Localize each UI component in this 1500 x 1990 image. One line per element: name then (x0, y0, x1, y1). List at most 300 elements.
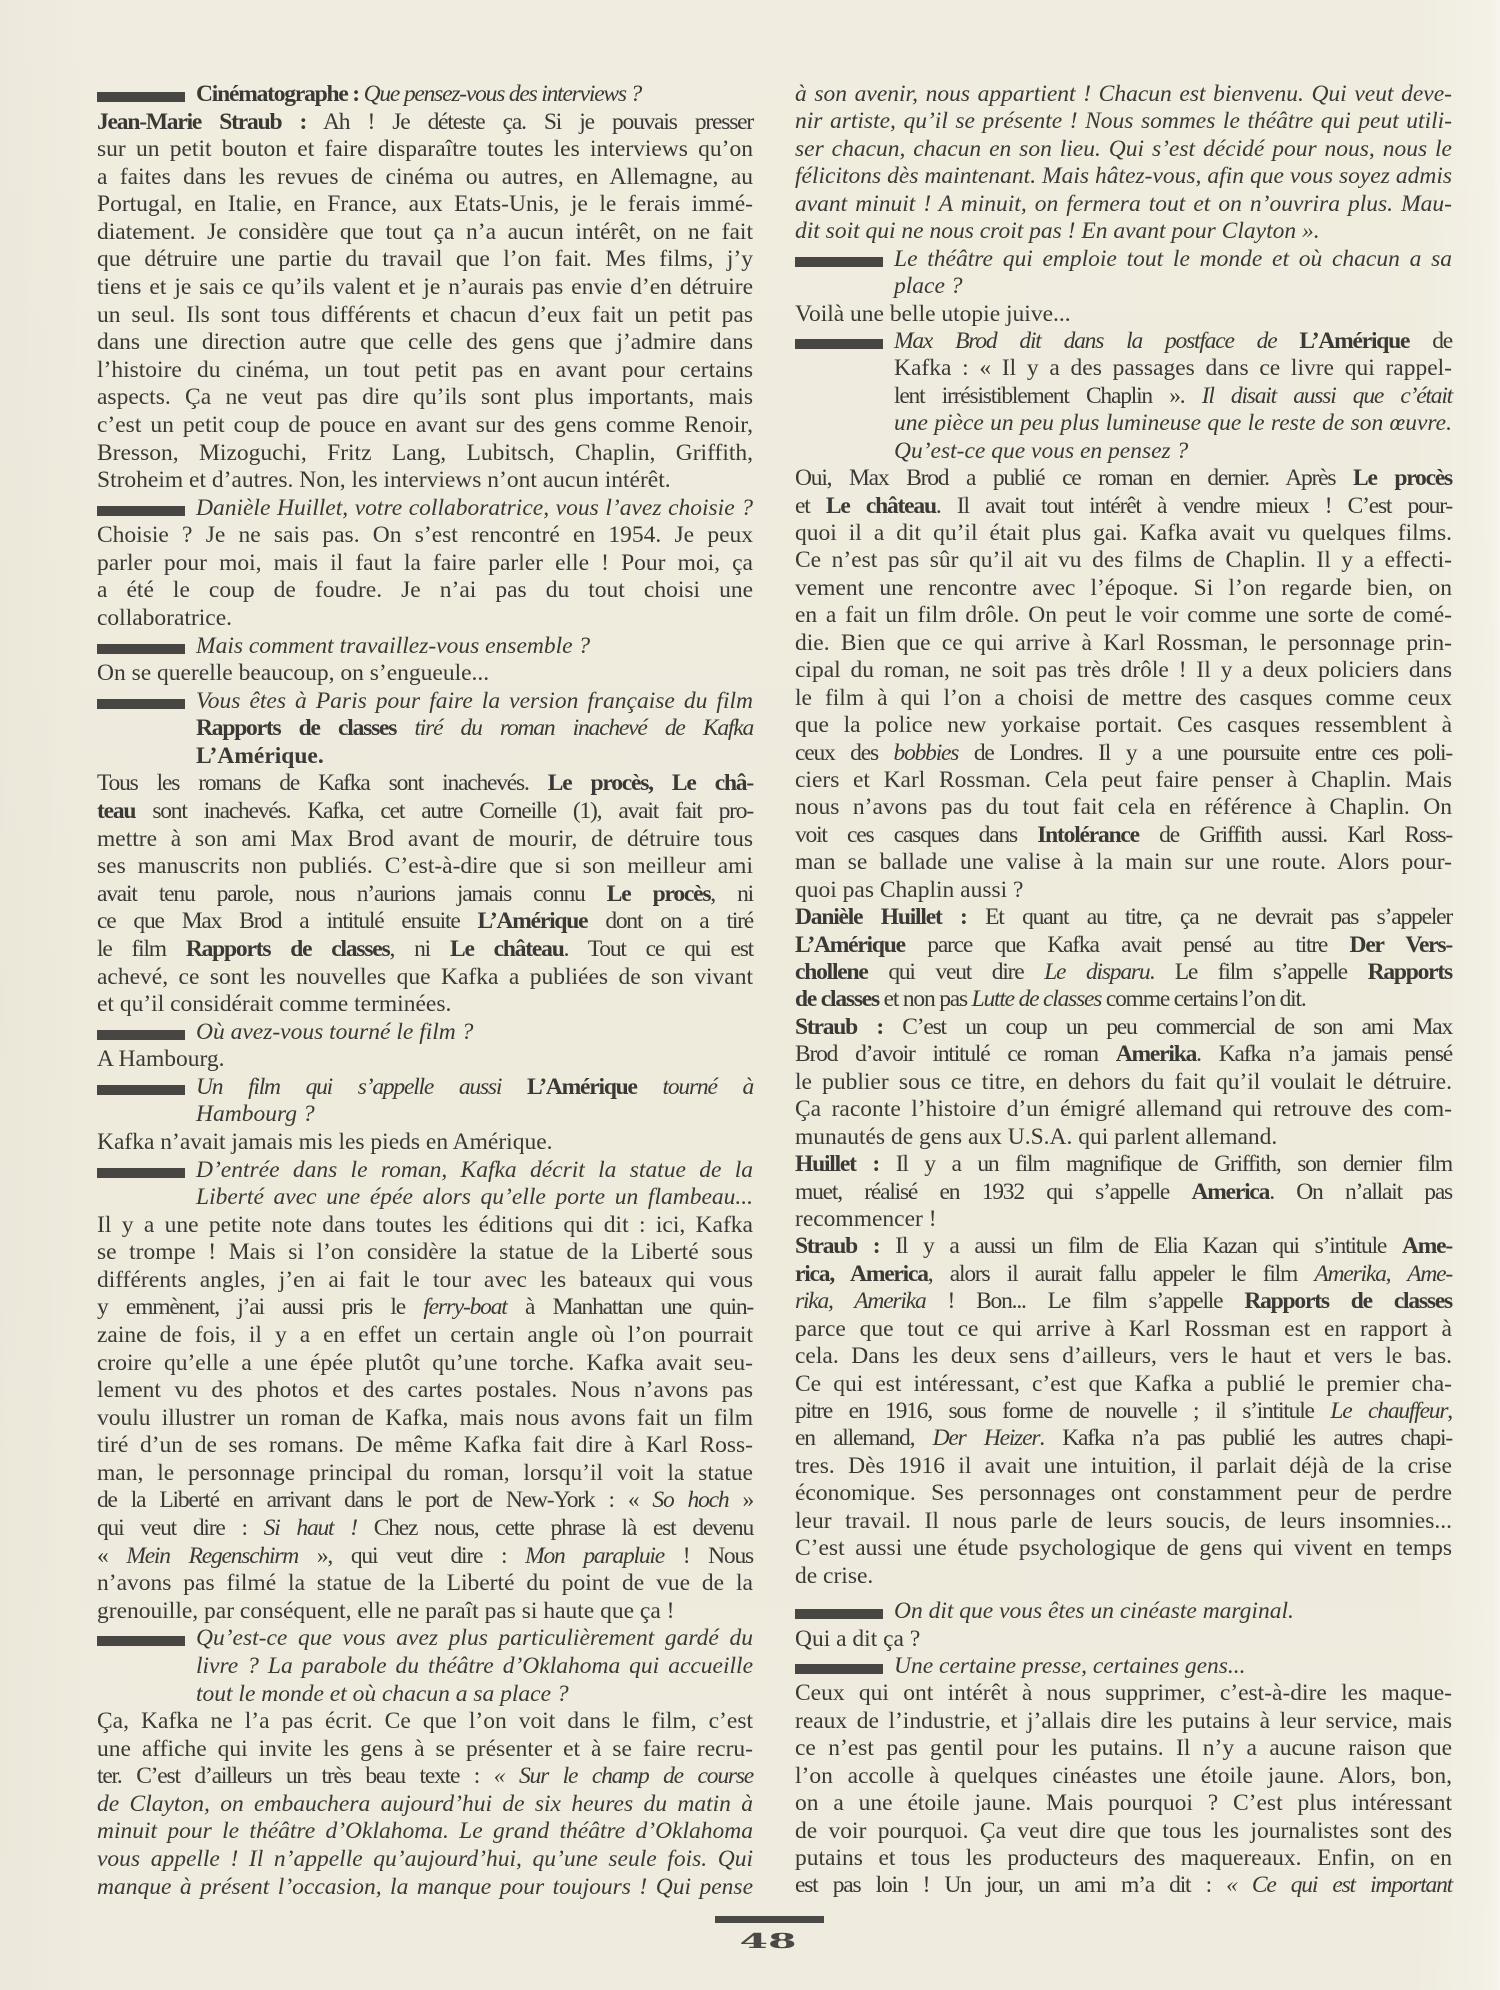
text-line (97, 1046, 753, 1074)
text-line (97, 1019, 753, 1047)
line-text (795, 1041, 1452, 1067)
text-run: et qu’il considérait comme terminées. (97, 991, 452, 1018)
text-line (795, 1343, 1452, 1370)
text-line (795, 1288, 1452, 1315)
interview-answer (97, 1129, 753, 1157)
bold-text: teau (97, 798, 136, 825)
text-run: Ceux qui ont intérêt à nous supprimer, c’est-à-dire les maque- (795, 1680, 1452, 1707)
italic-text: Il disait aussi que c’était (1201, 382, 1452, 409)
text-run: et non pas (878, 986, 972, 1013)
text-run: quoi il a dit qu’il était plus gai. Kafka avait vu quelques films. (795, 520, 1452, 546)
text-line (795, 410, 1452, 437)
line-text (795, 1508, 1452, 1534)
italic-text: Mein Regenschirm (126, 1542, 299, 1569)
text-line (97, 798, 753, 826)
text-line (795, 602, 1452, 629)
line-text (97, 274, 753, 300)
line-text (795, 767, 1452, 793)
text-run: a faites dans les revues de cinéma ou autres, en Allemagne, au (97, 163, 753, 190)
interview-question (795, 246, 1452, 301)
line-text (97, 164, 753, 190)
text-run: Qui a dit ça ? (795, 1625, 921, 1652)
interview-answer (795, 1151, 1452, 1233)
text-line (97, 1350, 753, 1378)
line-text (97, 1570, 753, 1596)
line-text (795, 657, 1452, 683)
text-run: ! Nous (663, 1542, 753, 1569)
line-text (795, 1535, 1452, 1561)
text-line (97, 1101, 753, 1129)
text-run: a été le coup de foudre. Je n’ai pas du tout choisi une (97, 577, 753, 604)
interview-question (795, 1598, 1452, 1625)
line-text (196, 1101, 315, 1127)
text-line (795, 712, 1452, 739)
text-line (97, 1625, 753, 1653)
text-line (795, 1398, 1452, 1425)
line-text (795, 191, 1452, 217)
text-line (97, 1405, 753, 1433)
text-run: économique. Ses personnages ont constamment peur de perdre (795, 1480, 1452, 1507)
text-line (97, 329, 753, 357)
text-run: dont on a tiré (587, 908, 754, 935)
line-text (97, 1543, 753, 1569)
italic-text: avant minuit ! A minuit, on fermera tout et on n’ouvrira plus. Mau- (795, 190, 1452, 217)
line-text (795, 1096, 1452, 1122)
line-text (97, 1846, 753, 1872)
bold-text: America (1191, 1178, 1270, 1205)
text-line (97, 1460, 753, 1488)
line-text (196, 1681, 569, 1707)
text-run: le publier sous ce titre, en dehors du fait qu’il voulait le détruire. (795, 1068, 1452, 1095)
text-run: de Griffith aussi. Karl Ross- (1138, 821, 1452, 848)
text-line (795, 1626, 1452, 1653)
text-run: On se querelle beaucoup, on s’engueule... (97, 660, 490, 687)
line-text (795, 959, 1452, 985)
line-text (894, 328, 1452, 354)
line-text (795, 163, 1452, 189)
text-run: dans une direction autre que celle des gens que j’admire dans (97, 329, 753, 356)
text-line (795, 301, 1452, 328)
line-text (795, 575, 1452, 601)
text-line (97, 1791, 753, 1819)
text-run: Oui, Max Brod a publié ce roman en dernier. Après (795, 465, 1353, 492)
line-text (97, 1129, 553, 1155)
bold-text: Le procès (1353, 465, 1452, 492)
interview-question (97, 688, 753, 771)
text-line (97, 1846, 753, 1874)
line-text (97, 1487, 753, 1513)
question-marker-bar (795, 1664, 883, 1674)
text-line (795, 1735, 1452, 1762)
text-run: le film (97, 935, 186, 962)
line-text (97, 1763, 753, 1789)
line-text (795, 1563, 873, 1589)
text-line (795, 1151, 1452, 1178)
interview-question (97, 1625, 753, 1708)
line-text (795, 877, 1023, 903)
question-marker-bar (795, 257, 883, 267)
text-line (795, 191, 1452, 218)
text-line (795, 1041, 1452, 1068)
text-run: tres. Dès 1916 il avait une intuition, il parlait déjà de la crise (795, 1452, 1452, 1479)
text-line (97, 1129, 753, 1157)
text-line (97, 495, 753, 523)
text-line (795, 1233, 1452, 1260)
interview-question (97, 81, 753, 109)
text-line (795, 1845, 1452, 1872)
question-marker-bar (97, 1636, 185, 1646)
text-line (97, 715, 753, 743)
line-text (97, 798, 753, 824)
question-marker-bar (97, 1085, 185, 1095)
text-run: Il y a une petite note dans toutes les éditions qui dit : ici, Kafka (97, 1211, 753, 1238)
text-line (795, 383, 1452, 410)
italic-text: ferry-boat (423, 1294, 507, 1321)
line-text (894, 355, 1452, 381)
italic-text: ser chacun, chacun en son lieu. Qui s’est décidé pour nous, nous le (795, 135, 1452, 162)
line-text (795, 218, 1320, 244)
line-text (894, 273, 963, 299)
bold-text: L’Amérique. (196, 742, 324, 769)
text-line (97, 219, 753, 247)
italic-text: So hoch (652, 1487, 729, 1514)
text-run: Et quant au titre, ça ne devrait pas s’appeler (966, 904, 1453, 931)
interview-answer (97, 109, 753, 495)
text-line (97, 384, 753, 412)
text-run: recommencer ! (795, 1205, 937, 1232)
text-line (97, 1653, 753, 1681)
line-text (795, 1124, 1277, 1150)
italic-text: Une certaine presse, certaines gens... (894, 1652, 1246, 1679)
italic-text: rika, Amerika (795, 1288, 926, 1315)
text-run: Ça, Kafka ne l’a pas écrit. Ce que l’on voit dans le film, c’est (97, 1708, 753, 1735)
text-line (97, 246, 753, 274)
italic-text: livre ? La parabole du théâtre d’Oklahoma qui accueille (196, 1652, 753, 1679)
line-text (97, 1046, 225, 1072)
text-line (97, 1736, 753, 1764)
line-text (97, 1377, 753, 1403)
question-marker-bar (97, 506, 185, 516)
text-line (97, 1763, 753, 1791)
line-text (97, 357, 753, 383)
text-run: et (795, 492, 826, 519)
line-text (795, 136, 1452, 162)
bold-text: Rapports de classes (185, 935, 390, 962)
line-text (196, 1074, 753, 1100)
text-line (795, 1069, 1452, 1096)
line-text (97, 1515, 753, 1541)
text-run: est pas loin ! Un jour, un ami m’a dit : (795, 1872, 1227, 1899)
line-text (97, 1708, 753, 1734)
interview-answer (795, 1680, 1452, 1900)
interview-question (97, 1019, 753, 1047)
line-text (97, 219, 753, 245)
bold-text: Danièle Huillet : (795, 904, 967, 931)
text-line (795, 246, 1452, 273)
text-line (795, 657, 1452, 684)
text-line (97, 467, 753, 495)
italic-text: tout le monde et où chacun a sa place ? (196, 1680, 569, 1707)
line-text (795, 1735, 1452, 1761)
italic-text: Liberté avec une épée alors qu’elle porte un flambeau... (196, 1184, 753, 1211)
text-line (795, 1872, 1452, 1899)
text-line (97, 1598, 753, 1626)
text-line (97, 1294, 753, 1322)
interview-question (97, 1074, 753, 1129)
text-run: c’est un petit coup de pouce en avant sur des gens comme Renoir, (97, 411, 753, 438)
line-text (795, 1261, 1452, 1287)
text-line (97, 1570, 753, 1598)
bold-text: Intolérance (1037, 821, 1139, 848)
question-marker-bar (97, 699, 185, 709)
line-text (894, 410, 1452, 436)
italic-text: Mon parapluie (525, 1542, 664, 1569)
text-run: achevé, ce sont les nouvelles que Kafka a publiées de son vivant (97, 963, 753, 990)
line-text (795, 1872, 1452, 1898)
bold-text: Le procès (606, 880, 711, 907)
question-marker-bar (97, 644, 185, 654)
interview-answer (97, 522, 753, 632)
text-run: Il y a un film magnifique de Griffith, son dernier film (879, 1151, 1453, 1178)
line-text (795, 1453, 1452, 1479)
line-text (97, 1212, 753, 1238)
text-line (97, 1212, 753, 1240)
right-column (795, 81, 1452, 1900)
text-run: ses manuscrits non publiés. C’est-à-dire que si son meilleur ami (97, 853, 753, 880)
line-text (894, 383, 1452, 409)
text-line (795, 1818, 1452, 1845)
text-run: en a fait un film drôle. On peut le voir comme une sorte de comé- (795, 602, 1452, 629)
text-line (97, 1184, 753, 1212)
text-run: . Tout ce qui est (563, 935, 753, 962)
interview-answer (97, 1708, 753, 1901)
interview-question (97, 495, 753, 523)
line-text (894, 1598, 1294, 1624)
text-run: parler pour moi, mais il faut la faire parler elle ! Pour moi, ça (97, 549, 753, 576)
line-text (97, 881, 753, 907)
text-line (795, 1371, 1452, 1398)
italic-text: Mais comment travaillez-vous ensemble ? (196, 632, 591, 659)
text-line (795, 493, 1452, 520)
line-text (97, 550, 753, 576)
line-text (97, 853, 753, 879)
bold-text: L’Amérique (526, 1073, 637, 1100)
text-run: ciers et Karl Rossman. Cela peut faire penser à Chaplin. Mais (795, 766, 1452, 793)
page-number-rule (715, 1916, 824, 1923)
text-line (97, 881, 753, 909)
italic-text: Lutte de classes (971, 986, 1102, 1013)
text-run: die. Bien que ce qui arrive à Karl Rossman, le personnage prin- (795, 629, 1452, 656)
line-text (795, 849, 1452, 875)
text-run: . Il avait tout intérêt à vendre mieux ! C’est pour- (935, 492, 1452, 519)
text-line (97, 81, 753, 109)
line-text (795, 712, 1452, 738)
text-run: C’est aussi une étude psychologique de gens qui vivent en temps (795, 1535, 1452, 1562)
line-text (97, 246, 753, 272)
text-line (795, 822, 1452, 849)
interview-answer (795, 465, 1452, 904)
bold-text: Le château (825, 492, 936, 519)
line-text (97, 1432, 753, 1458)
text-line (97, 522, 753, 550)
bold-text: Jean-Marie Straub : (97, 108, 307, 135)
text-run: sont inachevés. Kafka, cet autre Corneille (1), avait fait pro- (135, 798, 753, 825)
line-text (196, 1653, 753, 1679)
line-text (795, 1151, 1452, 1177)
text-line (97, 1432, 753, 1460)
italic-text: Qu’est-ce que vous avez plus particulièrement gardé du (196, 1625, 753, 1652)
line-text (795, 630, 1452, 656)
bold-text: rica, America (795, 1260, 928, 1287)
italic-text: Le chauffeur (1330, 1398, 1448, 1424)
line-text (795, 740, 1452, 766)
line-text (894, 438, 1188, 464)
line-text (97, 1267, 753, 1293)
text-line (97, 633, 753, 661)
text-line (795, 1096, 1452, 1123)
italic-text: Où avez-vous tourné le film ? (196, 1018, 474, 1045)
line-text (97, 384, 753, 410)
text-line (97, 1681, 753, 1709)
text-run: Ça raconte l’histoire d’un émigré allemand qui retrouve des com- (795, 1096, 1452, 1123)
text-line (97, 770, 753, 798)
text-line (795, 328, 1452, 355)
bold-text: Cinématographe : (196, 81, 359, 107)
line-text (196, 688, 753, 714)
text-line (795, 1480, 1452, 1507)
text-run: Ce qui est intéressant, c’est que Kafka a publié le premier cha- (795, 1370, 1452, 1397)
line-text (795, 1480, 1452, 1506)
text-run: grenouille, par conséquent, elle ne paraît pas si haute que ça ! (97, 1597, 675, 1624)
text-run: lement vu des photos et des cartes postales. Nous n’avons pas (97, 1377, 753, 1404)
line-text (97, 109, 753, 135)
text-run: que la police new yorkaise portait. Ces casques ressemblent à (795, 712, 1452, 739)
text-line (795, 1014, 1452, 1041)
italic-text: tiré du roman inachevé de Kafka (396, 715, 753, 742)
interview-answer (97, 660, 753, 688)
italic-text: Der Heizer (932, 1425, 1040, 1452)
text-line (795, 904, 1452, 931)
text-line (97, 853, 753, 881)
question-marker-bar (795, 1609, 883, 1619)
text-line (795, 520, 1452, 547)
line-text (97, 412, 753, 438)
text-line (795, 1124, 1452, 1151)
text-line (795, 81, 1452, 108)
text-run: A Hambourg. (97, 1046, 225, 1073)
text-run: ceux des (795, 739, 894, 766)
text-run: parce que Kafka avait pensé au titre (904, 931, 1350, 958)
italic-text: vous appelle ! Il n’appelle qu’aujourd’hui, qu’une seule fois. Qui (97, 1846, 753, 1872)
text-run: différents angles, j’en ai fait le tour avec les bateaux qui vous (97, 1266, 753, 1293)
line-text (97, 1294, 753, 1320)
italic-text: minuit pour le théâtre d’Oklahoma. Le grand théâtre d’Oklahoma (97, 1818, 753, 1845)
text-run: nous n’avons pas du tout fait cela en référence à Chaplin. On (795, 794, 1452, 821)
line-text (795, 1343, 1452, 1369)
line-text (196, 715, 753, 741)
interview-answer (795, 81, 1452, 246)
bold-text: Rapports de classes (196, 715, 397, 742)
text-run: Ah ! Je déteste ça. Si je pouvais presser (306, 108, 754, 135)
text-run: reaux de l’industrie, et j’allais dire les putains à leur service, mais (795, 1707, 1452, 1734)
line-text (196, 1157, 753, 1183)
line-text (795, 1371, 1452, 1397)
text-run: ter. C’est d’ailleurs un très beau texte : (97, 1763, 494, 1790)
question-marker-bar (97, 1030, 185, 1040)
text-run: Tous les romans de Kafka sont inachevés. (97, 770, 548, 797)
line-text (795, 1626, 920, 1652)
text-run: C’est un coup un peu commercial de son ami Max (882, 1013, 1452, 1040)
line-text (795, 904, 1452, 930)
text-run: », qui veut dire : (298, 1542, 526, 1569)
text-line (795, 630, 1452, 657)
line-text (97, 1350, 753, 1376)
italic-text: dit soit qui ne nous croit pas ! En avant pour Clayton ». (795, 218, 1320, 245)
text-run: tiens et je sais ce qu’ils valent et je n’aurais pas envie d’en détruire (97, 274, 753, 301)
interview-answer (97, 770, 753, 1018)
text-run: de crise. (795, 1562, 874, 1589)
text-line (795, 465, 1452, 492)
italic-text: Si haut ! (263, 1515, 357, 1542)
line-text (97, 191, 753, 217)
text-line (97, 660, 753, 688)
text-run: . Kafka n’a pas publié les autres chapi- (1039, 1425, 1452, 1452)
italic-text: félicitons dès maintenant. Mais hâtez-vous, afin que vous soyez admis (795, 163, 1452, 190)
line-text (97, 936, 753, 962)
line-text (196, 743, 324, 769)
text-line (795, 849, 1452, 876)
text-line (97, 1515, 753, 1543)
text-line (97, 274, 753, 302)
line-text (97, 302, 753, 328)
text-run: qui veut dire : (97, 1515, 264, 1542)
text-run: muet, réalisé en 1932 qui s’appelle (795, 1178, 1192, 1205)
line-text (196, 1019, 473, 1045)
text-line (795, 932, 1452, 959)
text-run: à Manhattan une quin- (506, 1294, 754, 1321)
line-text (795, 1014, 1452, 1040)
line-text (795, 1790, 1452, 1816)
text-run: croire qu’elle a une épée plutôt qu’une torche. Kafka avait seu- (97, 1349, 753, 1376)
text-line (97, 743, 753, 771)
line-text (795, 1425, 1452, 1451)
text-run: l’histoire du cinéma, un tout petit pas en avant pour certains (97, 356, 753, 383)
text-line (97, 357, 753, 385)
bold-text: Straub : (795, 1013, 883, 1040)
interview-question (97, 1157, 753, 1212)
italic-text: de Clayton, on embauchera aujourd’hui de six heures du matin à (97, 1790, 753, 1817)
text-run: avait tenu parole, nous n’aurions jamais connu (97, 880, 607, 907)
line-text (97, 329, 753, 355)
text-run: Choisie ? Je ne sais pas. On s’est rencontré en 1954. Je peux (97, 522, 753, 549)
text-run: Chez nous, cette phrase là est devenu (356, 1515, 753, 1542)
text-line (795, 1206, 1452, 1233)
text-run: parce que tout ce qui arrive à Karl Rossman est en rapport à (795, 1315, 1452, 1342)
line-text (795, 1845, 1452, 1871)
text-line (795, 767, 1452, 794)
question-marker-bar (795, 339, 883, 349)
text-run: man, le personnage principal du roman, lorsqu’il voit la statue (97, 1459, 753, 1486)
text-run: voulu illustrer un roman de Kafka, mais nous avons fait un film (97, 1404, 753, 1431)
interview-answer (795, 1233, 1452, 1590)
text-run: munautés de gens aux U.S.A. qui parlent allemand. (795, 1123, 1278, 1150)
text-run: zaine de fois, il y a en effet un certain angle où l’on pourrait (97, 1322, 753, 1349)
text-line (795, 1535, 1452, 1562)
line-text (795, 1069, 1452, 1095)
line-text (97, 908, 753, 934)
text-line (795, 108, 1452, 135)
text-line (97, 1239, 753, 1267)
